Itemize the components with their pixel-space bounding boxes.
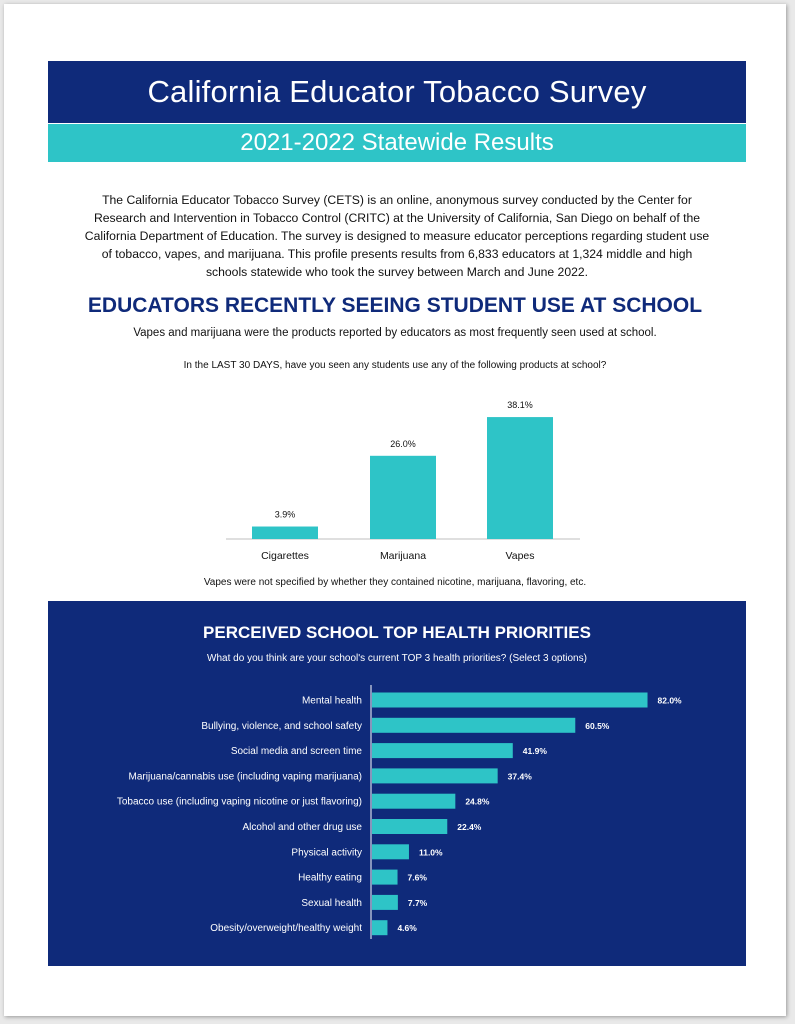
bar-priority: [372, 693, 648, 708]
category-label: Marijuana: [379, 550, 427, 562]
data-label: 22.4%: [457, 822, 482, 832]
category-label: Bullying, violence, and school safety: [201, 720, 362, 732]
subtitle-banner: [48, 124, 746, 162]
bar-priority: [372, 718, 575, 733]
bar-marijuana: [370, 456, 436, 539]
data-label: 7.7%: [407, 897, 428, 908]
page: [4, 4, 786, 1016]
category-label: Marijuana/cannabis use (including vaping marijuana): [128, 771, 362, 783]
health-priorities-bar-chart: [48, 601, 746, 966]
bar-priority: [372, 870, 398, 885]
data-label: 24.8%: [465, 796, 490, 807]
data-label: 37.4%: [507, 771, 532, 782]
section-heading-health-priorities: PERCEIVED SCHOOL TOP HEALTH PRIORITIES: [203, 623, 591, 642]
category-label: Healthy eating: [298, 872, 362, 884]
data-label: 4.6%: [397, 923, 417, 934]
bar-vapes: [487, 417, 553, 539]
survey-question: In the LAST 30 DAYS, have you seen any students use any of the following products at school?: [183, 360, 607, 371]
category-label: Sexual health: [301, 897, 362, 909]
page-subtitle: 2021-2022 Statewide Results: [240, 129, 554, 156]
data-label: 82.0%: [657, 695, 682, 706]
category-label: Alcohol and other drug use: [242, 822, 362, 833]
data-label: 41.9%: [522, 746, 547, 757]
survey-question-priorities: What do you think are your school's current TOP 3 health priorities? (Select 3 options): [207, 653, 587, 664]
title-banner: [48, 61, 746, 123]
data-label: 26.0%: [390, 438, 416, 449]
category-label: Physical activity: [291, 847, 362, 859]
section-heading-student-use: EDUCATORS RECENTLY SEEING STUDENT USE AT SCHOOL: [87, 294, 703, 317]
chart-footnote: Vapes were not specified by whether they contained nicotine, marijuana, flavoring, etc.: [203, 577, 587, 588]
category-label: Vapes: [505, 550, 535, 562]
data-label: 11.0%: [418, 847, 443, 858]
intro-paragraph: The California Educator Tobacco Survey (CETS) is an online, anonymous survey conducted by the Center for Research and Intervention in Tobacco Control (CRITC) at the University of California, San Diego on behalf of the California Department of Education. The survey is designed to measure educator perceptions regarding student use of tobacco, vapes, and marijuana. This profile presents results from 6,833 educators at 1,324 middle and high schools statewide who took the survey between March and June 2022.: [84, 193, 710, 279]
category-label: Tobacco use (including vaping nicotine or just flavoring): [116, 796, 362, 808]
data-label: 38.1%: [507, 400, 533, 411]
data-label: 60.5%: [585, 720, 610, 731]
page-title: California Educator Tobacco Survey: [147, 74, 647, 109]
category-label: Mental health: [301, 695, 362, 707]
category-label: Cigarettes: [261, 550, 309, 562]
data-label: 3.9%: [274, 509, 296, 520]
health-priorities-panel: [48, 601, 746, 966]
bar-cigarettes: [252, 527, 318, 539]
category-label: Obesity/overweight/healthy weight: [210, 923, 362, 935]
bar-priority: [372, 743, 513, 758]
data-label: 7.6%: [407, 872, 427, 883]
bar-priority: [372, 920, 387, 935]
bar-priority: [372, 794, 455, 809]
bar-priority: [372, 844, 409, 859]
bar-priority: [372, 768, 498, 783]
product-use-bar-chart: [4, 384, 786, 574]
bar-priority: [372, 895, 398, 910]
category-label: Social media and screen time: [230, 746, 362, 758]
section-description: Vapes and marijuana were the products reported by educators as most frequently seen used at school.: [133, 327, 657, 339]
bar-priority: [372, 819, 447, 834]
